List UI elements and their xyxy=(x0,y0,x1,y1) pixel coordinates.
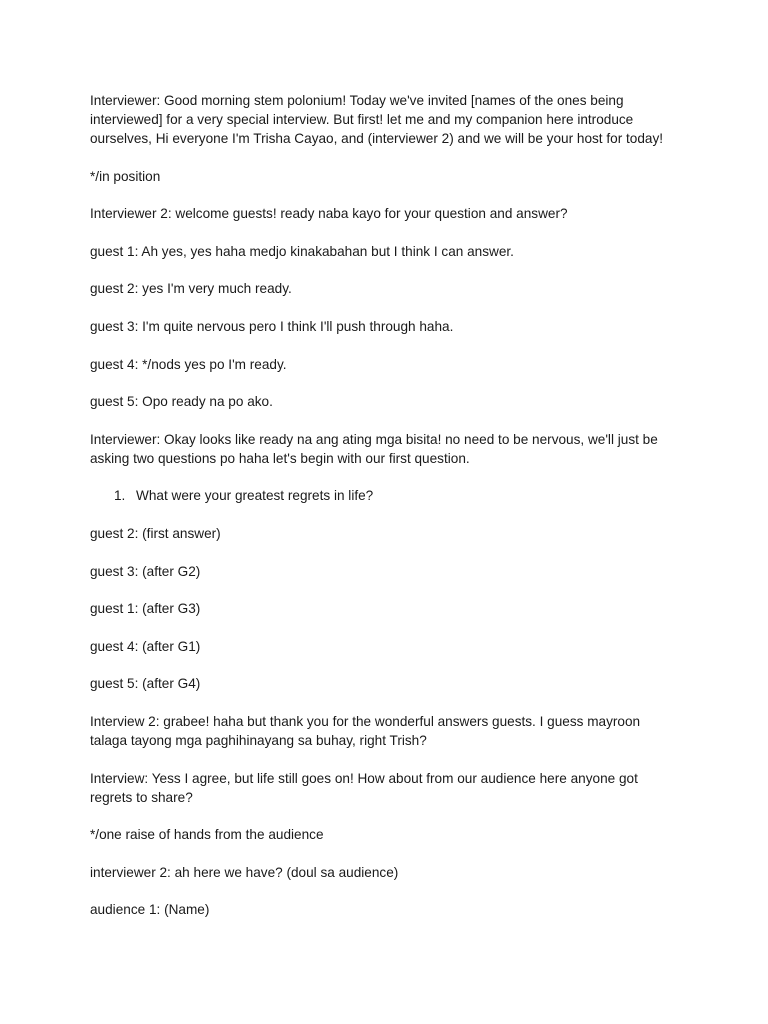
paragraph-guest-1: guest 1: Ah yes, yes haha medjo kinakabahan but I think I can answer. xyxy=(90,243,514,259)
paragraph-intro: Interviewer: Good morning stem polonium! Today we've invited [names of the ones being interviewed] for a very special interview. But first! let me and my companion here introduce ourselves, Hi everyone I'm Trisha Cayao, and (interviewer 2) and we will be your host for today! xyxy=(90,93,664,146)
paragraph-guest-2: guest 2: yes I'm very much ready. xyxy=(90,281,292,297)
paragraph-interviewer-2-audience: interviewer 2: ah here we have? (doul sa audience) xyxy=(90,864,399,880)
paragraph-audience-1: audience 1: (Name) xyxy=(90,902,210,918)
stage-direction: */in position xyxy=(90,168,161,184)
numbered-list-item xyxy=(90,486,680,505)
paragraph-interview: Interview: Yess I agree, but life still goes on! How about from our audience here anyone got regrets to share? xyxy=(90,770,642,805)
paragraph-guest-3: guest 3: I'm quite nervous pero I think I'll push through haha. xyxy=(90,318,454,334)
answer-guest-4: guest 4: (after G1) xyxy=(90,638,201,654)
paragraph-interview-2: Interview 2: grabee! haha but thank you for the wonderful answers guests. I guess mayroon talaga tayong mga paghihinayang sa buhay, right Trish? xyxy=(90,713,644,748)
answer-guest-3: guest 3: (after G2) xyxy=(90,563,201,579)
answer-guest-2: guest 2: (first answer) xyxy=(90,525,221,541)
list-number: 1. xyxy=(114,488,126,504)
answer-guest-5: guest 5: (after G4) xyxy=(90,676,201,692)
paragraph-guest-5: guest 5: Opo ready na po ako. xyxy=(90,394,273,410)
document-body xyxy=(90,91,680,938)
list-question: What were your greatest regrets in life? xyxy=(136,488,374,504)
answer-guest-1: guest 1: (after G3) xyxy=(90,601,201,617)
paragraph-interviewer-2: Interviewer 2: welcome guests! ready naba kayo for your question and answer? xyxy=(90,206,568,222)
stage-direction-audience: */one raise of hands from the audience xyxy=(90,827,324,843)
paragraph-guest-4: guest 4: */nods yes po I'm ready. xyxy=(90,356,287,372)
paragraph-interviewer: Interviewer: Okay looks like ready na ang ating mga bisita! no need to be nervous, we'll just be asking two questions po haha let's begin with our first question. xyxy=(90,431,662,466)
